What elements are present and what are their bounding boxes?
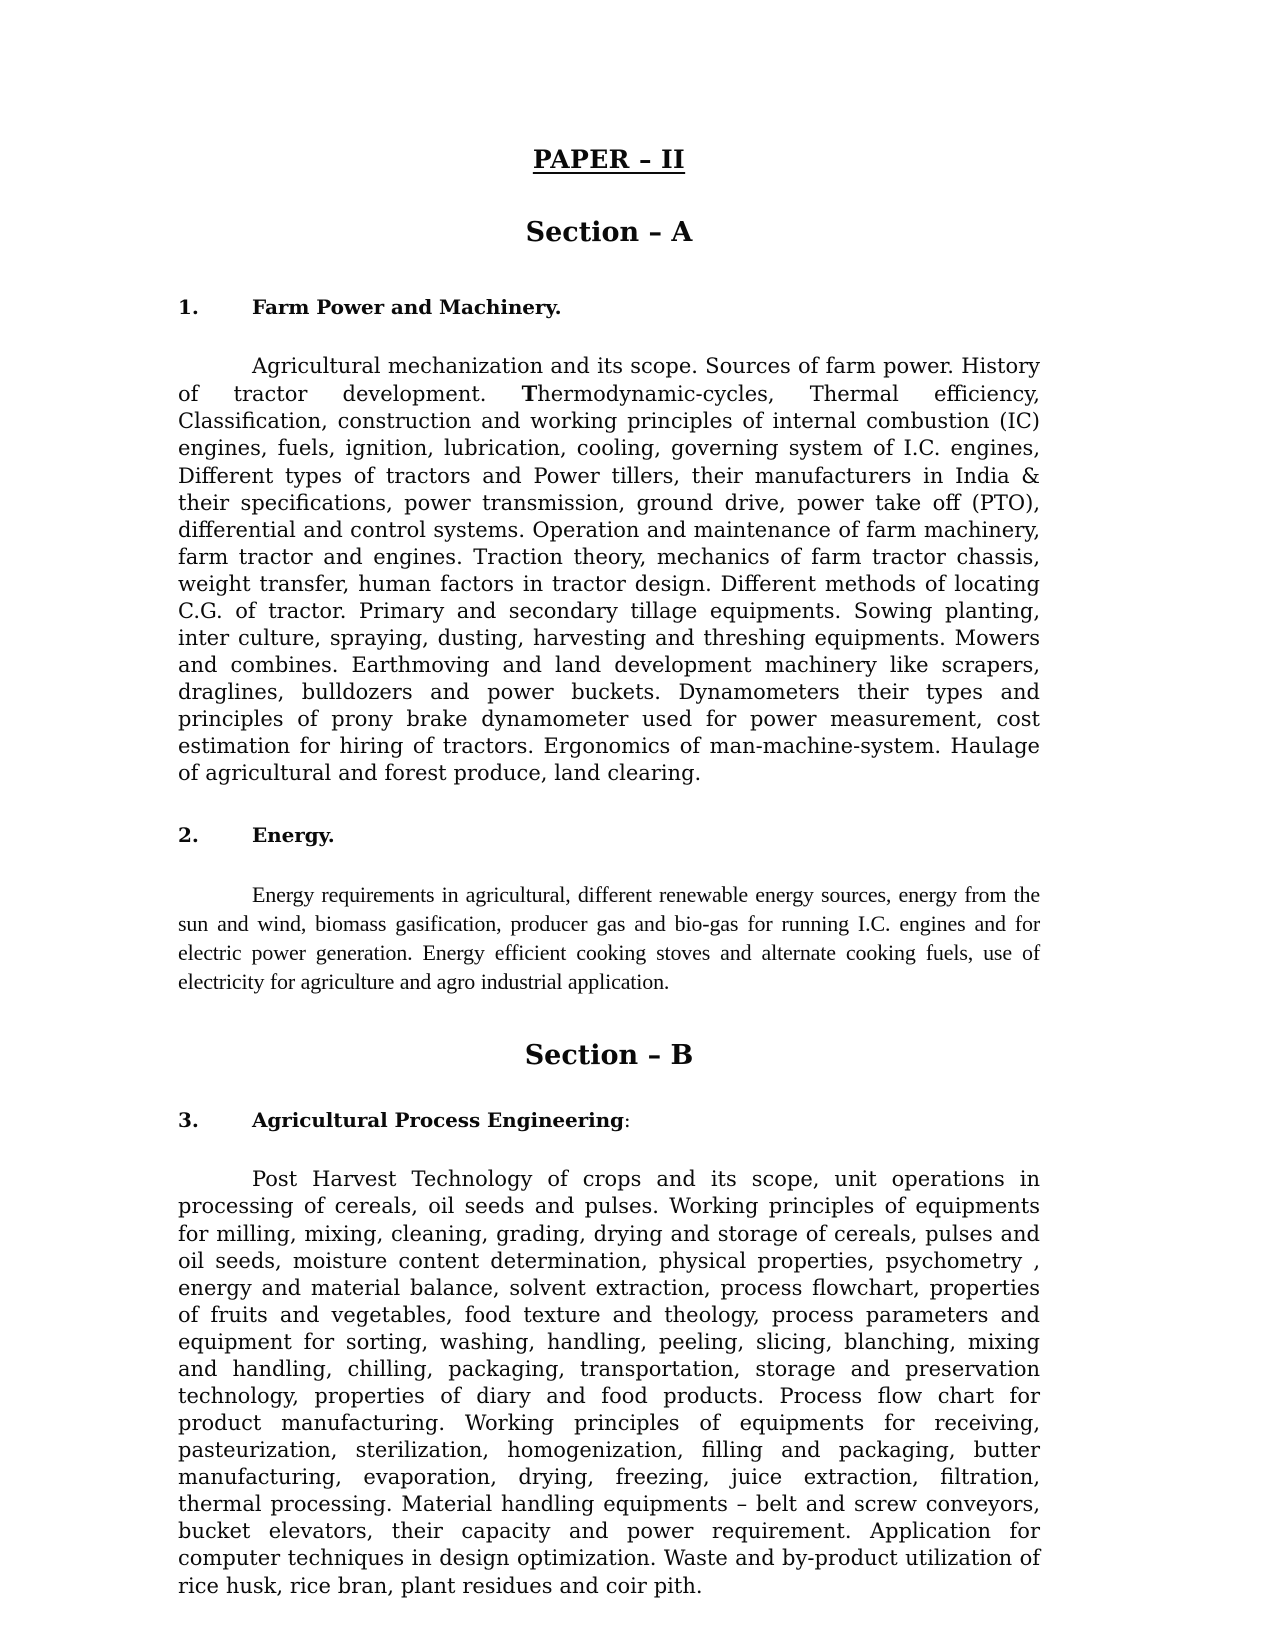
item-body-1-bold-initial: T	[521, 381, 538, 407]
item-number-3: 3.	[178, 1108, 199, 1133]
item-heading-3	[178, 1108, 1040, 1132]
item-heading-1	[178, 295, 1040, 319]
item-body-1	[178, 353, 1040, 787]
paper-title-text: PAPER – II	[532, 145, 686, 174]
item-body-2: Energy requirements in agricultural, different renewable energy sources, energy from the sun and wind, biomass gasification, producer gas and bio-gas for running I.C. engines and for electric power generation. Energy efficient cooking stoves and alternate cooking fuels, use of electricity for agriculture and agro industrial application.	[178, 882, 1040, 994]
item-number-1: 1.	[178, 295, 199, 320]
section-b-heading: Section – B	[524, 1039, 694, 1071]
item-colon-3: :	[623, 1108, 631, 1133]
page-content	[178, 146, 1040, 1600]
item-body-3: Post Harvest Technology of crops and its scope, unit operations in processing of cereals, oil seeds and pulses. Working principles of equipments for milling, mixing, cleaning, grading, drying and storage of cereals, pulses and oil seeds, moisture content determination, physical properties, psychometry , energy and material balance, solvent extraction, process flowchart, properties of fruits and vegetables, food texture and theology, process parameters and equipment for sorting, washing, handling, peeling, slicing, blanching, mixing and handling, chilling, packaging, transportation, storage and preservation technology, properties of diary and food products. Process flow chart for product manufacturing. Working principles of equipments for receiving, pasteurization, sterilization, homogenization, filling and packaging, butter manufacturing, evaporation, drying, freezing, juice extraction, filtration, thermal processing. Material handling equipments – belt and screw conveyors, bucket elevators, their capacity and power requirement. Application for computer techniques in design optimization. Waste and by-product utilization of rice husk, rice bran, plant residues and coir pith.	[178, 1167, 1040, 1598]
section-a-heading: Section – A	[525, 216, 693, 248]
item-body-1-lead: Agricultural mechanization and its scope. Sources of farm power. History of tractor development.	[178, 354, 1040, 407]
item-label-3: Agricultural Process Engineering	[252, 1108, 624, 1133]
item-heading-2	[178, 823, 1040, 847]
item-label-1: Farm Power and Machinery.	[252, 295, 562, 320]
item-body-1-rest: hermodynamic-cycles, Thermal efficiency, Classification, construction and working principles of internal combustion (IC) engines, fuels, ignition, lubrication, cooling, governing system of I.C. engines, Different types of tractors and Power tillers, their manufacturers in India & their specifications, power transmission, ground drive, power take off (PTO), differential and control systems. Operation and maintenance of farm machinery, farm tractor and engines. Traction theory, mechanics of farm tractor chassis, weight transfer, human factors in tractor design. Different methods of locating C.G. of tractor. Primary and secondary tillage equipments. Sowing planting, inter culture, spraying, dusting, harvesting and threshing equipments. Mowers and combines. Earthmoving and land development machinery like scrapers, draglines, bulldozers and power buckets. Dynamometers their types and principles of prony brake dynamometer used for power measurement, cost estimation for hiring of tractors. Ergonomics of man-machine-system. Haulage of agricultural and forest produce, land clearing.	[178, 382, 1040, 786]
paper-title	[178, 146, 1040, 174]
item-label-2: Energy.	[252, 823, 335, 848]
item-number-2: 2.	[178, 823, 199, 848]
